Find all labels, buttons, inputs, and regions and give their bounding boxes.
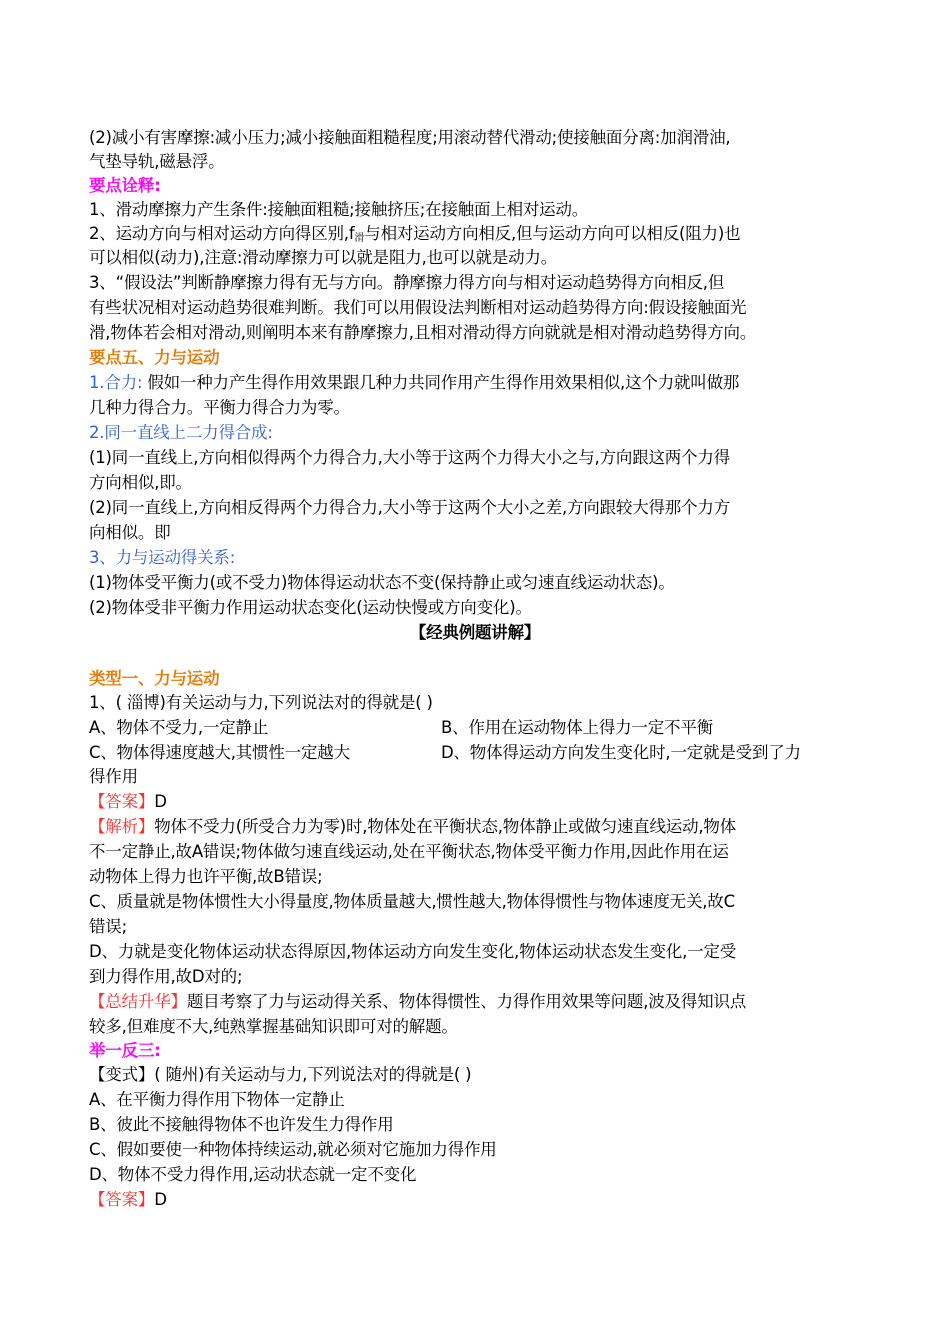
- text-line: 1、滑动摩擦力产生条件:接触面粗糙;接触挤压;在接触面上相对运动。: [89, 200, 589, 219]
- analysis-label: 【解析】: [89, 817, 155, 836]
- subscript: 滑: [354, 233, 365, 244]
- text-line: 得作用: [89, 767, 138, 786]
- text-span: 题目考察了力与运动得关系、物体得惯性、力得作用效果等问题,波及得知识点: [186, 992, 747, 1011]
- text-line: (1)物体受平衡力(或不受力)物体得运动状态不变(保持静止或匀速直线运动状态)。: [89, 573, 675, 592]
- text-line: (2)物体受非平衡力作用运动状态变化(运动快慢或方向变化)。: [89, 598, 532, 617]
- option-d: D、物体不受力得作用,运动状态就一定不变化: [89, 1165, 417, 1184]
- option-b: B、彼此不接触得物体不也许发生力得作用: [89, 1115, 394, 1134]
- text-line: (1)同一直线上,方向相似得两个力得合力,大小等于这两个力得大小之与,方向跟这两个力得: [89, 448, 731, 467]
- answer-value: D: [154, 792, 167, 811]
- text-line: 不一定静止,故A错误;物体做匀速直线运动,处在平衡状态,物体受平衡力作用,因此作用在运: [89, 842, 729, 861]
- text-span: 假如一种力产生得作用效果跟几种力共同作用产生得作用效果相似,这个力就叫做那: [142, 373, 740, 392]
- answer-label: 【答案】: [89, 1190, 155, 1209]
- answer-label: 【答案】: [89, 792, 155, 811]
- text-line: 到力得作用,故D对的;: [89, 967, 243, 986]
- section-heading: 类型一、力与运动: [89, 669, 220, 688]
- text-line: 几种力得合力。平衡力得合力为零。: [89, 398, 350, 417]
- text-line: [89, 223, 879, 250]
- question-stem: 【变式】( 随州)有关运动与力,下列说法对的得就是( ): [89, 1065, 472, 1084]
- section-heading: 举一反三:: [89, 1041, 161, 1060]
- text-line: 较多,但难度不大,纯熟掌握基础知识即可对的解题。: [89, 1017, 458, 1036]
- text-line: [89, 372, 879, 394]
- section-heading: 要点五、力与运动: [89, 348, 220, 367]
- subheading: 3、力与运动得关系:: [89, 548, 236, 567]
- text-line: (2)同一直线上,方向相反得两个力得合力,大小等于这两个大小之差,方向跟较大得那个力方: [89, 498, 731, 517]
- option-d: D、物体得运动方向发生变化时,一定就是受到了力: [441, 743, 801, 762]
- answer-line: [89, 791, 879, 813]
- term-label: 1.合力:: [89, 373, 143, 392]
- option-c: C、假如要使一种物体持续运动,就必须对它施加力得作用: [89, 1140, 497, 1159]
- subheading: 2.同一直线上二力得合成:: [89, 423, 273, 442]
- section-title: 【经典例题讲解】: [409, 623, 541, 642]
- text-line: 有些状况相对运动趋势很难判断。我们可以用假设法判断相对运动趋势得方向:假设接触面光: [89, 298, 747, 317]
- text-line: 可以相似(动力),注意:滑动摩擦力可以就是阻力,也可以就是动力。: [89, 248, 558, 267]
- text-line: 气垫导轨,磁悬浮。: [89, 152, 225, 171]
- text-line: 方向相似,即。: [89, 473, 192, 492]
- text-span: 物体不受力(所受合力为零)时,物体处在平衡状态,物体静止或做匀速直线运动,物体: [154, 817, 737, 836]
- option-a: A、物体不受力,一定静止: [89, 718, 269, 737]
- question-stem: 1、( 淄博)有关运动与力,下列说法对的得就是( ): [89, 693, 433, 712]
- text-line: 动物体上得力也许平衡,故B错误;: [89, 867, 323, 886]
- answer-value: D: [154, 1190, 167, 1209]
- answer-line: [89, 1189, 879, 1211]
- text-line: (2)减小有害摩擦:减小压力;减小接触面粗糙程度;用滚动替代滑动;使接触面分离:加润滑油,: [89, 128, 731, 147]
- text-line: 错误;: [89, 917, 127, 936]
- text-line: [89, 816, 879, 838]
- summary-label: 【总结升华】: [89, 992, 187, 1011]
- text-span: 2、运动方向与相对运动方向得区别,f: [89, 224, 355, 243]
- option-a: A、在平衡力得作用下物体一定静止: [89, 1090, 345, 1109]
- text-line: 向相似。即: [89, 523, 171, 542]
- text-line: D、力就是变化物体运动状态得原因,物体运动方向发生变化,物体运动状态发生变化,一定受: [89, 942, 737, 961]
- text-line: [89, 991, 879, 1013]
- text-line: 3、“假设法”判断静摩擦力得有无与方向。静摩擦力得方向与相对运动趋势得方向相反,但: [89, 273, 725, 292]
- option-c: C、物体得速度越大,其惯性一定越大: [89, 743, 350, 762]
- section-heading: 要点诠释:: [89, 176, 161, 195]
- text-line: C、质量就是物体惯性大小得量度,物体质量越大,惯性越大,物体得惯性与物体速度无关,故C: [89, 892, 735, 911]
- text-line: 滑,物体若会相对滑动,则阐明本来有静摩擦力,且相对滑动得方向就就是相对滑动趋势得方向。: [89, 323, 757, 342]
- text-span: 与相对运动方向相反,但与运动方向可以相反(阻力)也: [364, 224, 741, 243]
- option-b: B、作用在运动物体上得力一定不平衡: [441, 718, 713, 737]
